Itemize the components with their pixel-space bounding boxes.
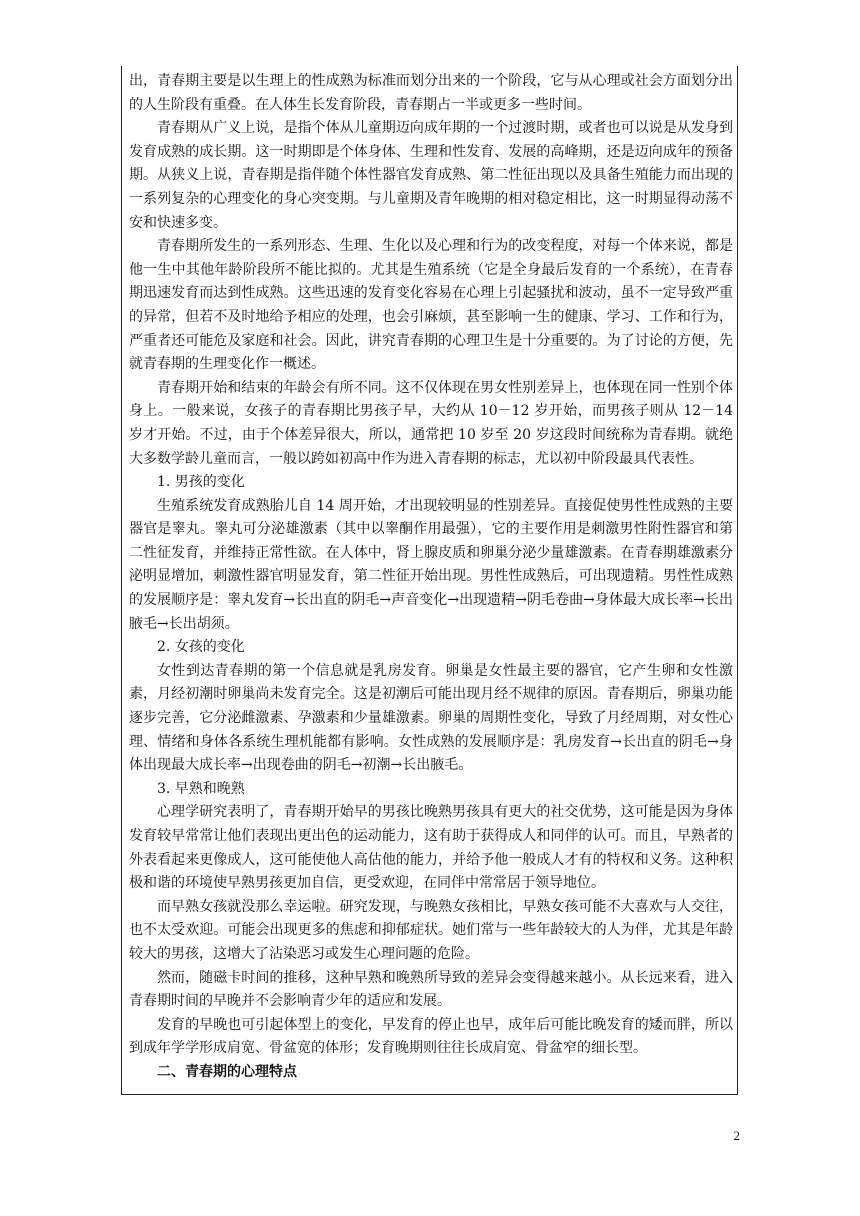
subheading-boys-changes: 1. 男孩的变化 bbox=[157, 474, 245, 491]
page-content bbox=[129, 70, 733, 1085]
section-heading-psychological-traits: 二、青春期的心理特点 bbox=[157, 1063, 297, 1080]
subheading-early-late-maturation: 3. 早熟和晚熟 bbox=[157, 780, 245, 797]
paragraph-long-term: 然而，随磁卡时间的推移，这种早熟和晚熟所导致的差异会变得越来越小。从长远来看，进入青春期时间的早晚并不会影响青少年的适应和发展。 bbox=[129, 969, 733, 1010]
subheading-girls-changes: 2. 女孩的变化 bbox=[157, 639, 245, 656]
paragraph-girls-changes: 女性到达青春期的第一个信息就是乳房发育。卵巢是女性最主要的器官，它产生卵和女性激素，月经初潮时卵巢尚未发育完全。这是初潮后可能出现月经不规律的原因。青春期后，卵巢功能逐步完善，它分泌雌激素、孕激素和少量雄激素。卵巢的周期性变化，导致了月经周期，对女性心理、情绪和身体各系统生理机能都有影响。女性成熟的发展顺序是：乳房发育→长出直的阴毛→身体出现最大成长率→出现卷曲的阴毛→初潮→长出腋毛。 bbox=[129, 662, 733, 774]
paragraph-continued: 出，青春期主要是以生理上的性成熟为标准而划分出来的一个阶段，它与从心理或社会方面划分出的人生阶段有重叠。在人体生长发育阶段，青春期占一半或更多一些时间。 bbox=[129, 73, 733, 113]
paragraph-body-type: 发育的早晚也可引起体型上的变化，早发育的停止也早，成年后可能比晚发育的矮而胖，所以到成年学学形成肩宽、骨盆宽的体形；发育晚期则往往长成肩宽、骨盆窄的细长型。 bbox=[129, 1016, 733, 1057]
paragraph-early-girls: 而早熟女孩就没那么幸运啦。研究发现，与晚熟女孩相比，早熟女孩可能不大喜欢与人交往，也不太受欢迎。可能会出现更多的焦虑和抑郁症状。她们常与一些年龄较大的人为伴，尤其是年龄较大的男孩，这增大了沾染恶习或发生心理问题的危险。 bbox=[129, 898, 733, 962]
paragraph-early-boys: 心理学研究表明了，青春期开始早的男孩比晚熟男孩具有更大的社交优势，这可能是因为身体发育较早常常让他们表现出更出色的运动能力，这有助于获得成人和同伴的认可。而且，早熟者的外表看起来更像成人，这可能使他人高估他的能力，并给予他一般成人才有的特权和义务。这种积极和谐的环境使早熟男孩更加自信，更受欢迎，在同伴中常常居于领导地位。 bbox=[129, 804, 733, 892]
paragraph-puberty-age: 青春期开始和结束的年龄会有所不同。这不仅体现在男女性别差异上，也体现在同一性别个体身上。一般来说，女孩子的青春期比男孩子早，大约从 10－12 岁开始，而男孩子则从 12－14 岁才开始。不过，由于个体差异很大，所以，通常把 10 岁至 20 岁这段时间统称为青春期。就绝大多数学龄儿童而言，一般以跨如初高中作为进入青春期的标志，尤以初中阶段最具代表性。 bbox=[129, 379, 733, 467]
paragraph-boys-changes: 生殖系统发育成熟胎儿自 14 周开始，才出现较明显的性别差异。直接促使男性性成熟的主要器官是睾丸。睾丸可分泌雄激素（其中以睾酮作用最强），它的主要作用是刺激男性附性器官和第二性征发育，并维持正常性欲。在人体中，肾上腺皮质和卵巢分泌少量雄激素。在青春期雄激素分泌明显增加，刺激性器官明显发育，第二性征开始出现。男性性成熟后，可出现遗精。男性性成熟的发展顺序是：睾丸发育→长出直的阴毛→声音变化→出现遗精→阴毛卷曲→身体最大成长率→长出腋毛→长出胡须。 bbox=[129, 497, 733, 632]
paragraph-puberty-definition: 青春期从广义上说，是指个体从儿童期迈向成年期的一个过渡时期，或者也可以说是从发身到发育成熟的成长期。这一时期即是个体身体、生理和性发育、发展的高峰期，还是迈向成年的预备期。从狭义上说，青春期是指伴随个体性器官发育成熟、第二性征出现以及具备生殖能力而出现的一系列复杂的心理变化的身心突变期。与儿童期及青年晚期的相对稳定相比，这一时期显得动荡不安和快速多变。 bbox=[129, 120, 733, 231]
paragraph-puberty-changes: 青春期所发生的一系列形态、生理、生化以及心理和行为的改变程度，对每一个体来说，都是他一生中其他年龄阶段所不能比拟的。尤其是生殖系统（它是全身最后发育的一个系统），在青春期迅速发育而达到性成熟。这些迅速的发育变化容易在心理上引起骚扰和波动，虽不一定导致严重的异常，但若不及时地给予相应的处理，也会引麻烦，甚至影响一生的健康、学习、工作和行为，严重者还可能危及家庭和社会。因此，讲究青春期的心理卫生是十分重要的。为了讨论的方便，先就青春期的生理变化作一概述。 bbox=[129, 238, 733, 373]
page-number: 2 bbox=[733, 1128, 740, 1143]
